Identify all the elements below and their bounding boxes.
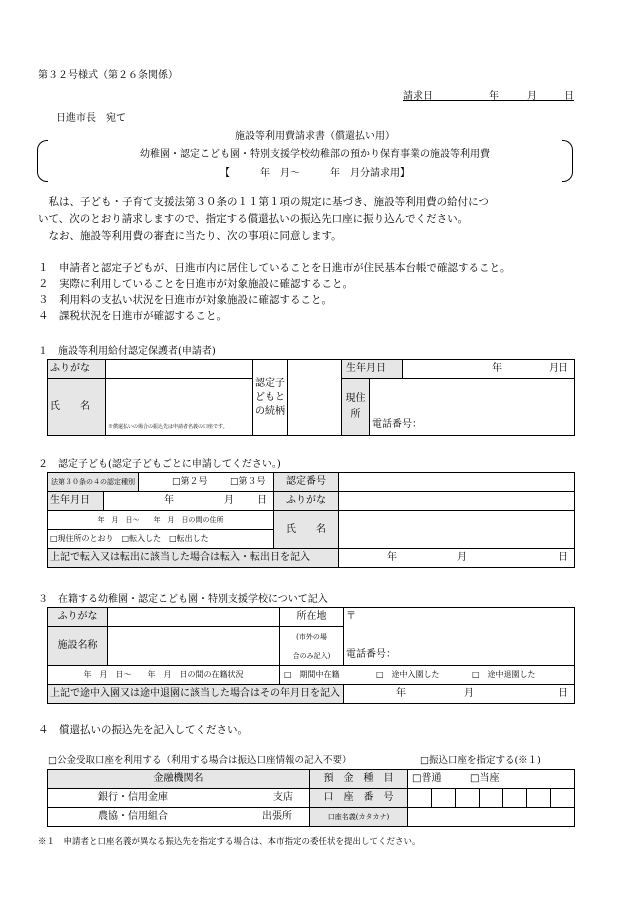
s1-name-input[interactable]	[106, 379, 253, 436]
section3-table	[47, 607, 575, 704]
s1-birthdate[interactable]	[342, 360, 574, 378]
s2-period-address: 年 月 日～ 年 月 日の間の住所	[48, 511, 274, 530]
section4-table	[47, 769, 575, 827]
s2-cert-no-label: 認定番号	[274, 473, 339, 492]
s4-current[interactable]: □当座	[470, 773, 500, 784]
s3-enroll-day: 日	[558, 688, 568, 699]
s3-location-input[interactable]	[344, 608, 575, 666]
title-line3: 【 年 月～ 年 月分請求用】	[220, 168, 410, 179]
addressee: 日進市長 宛て	[56, 113, 126, 124]
s1-furigana-label: ふりがな	[48, 360, 106, 379]
s2-furigana-input[interactable]	[339, 492, 575, 511]
request-date-year: 年	[489, 91, 499, 102]
intro-line3: なお、施設等利用費の審査に当たり、次の事項に同意します。	[38, 230, 342, 242]
section1-heading: １ 施設等利用給付認定保護者(申請者)	[38, 346, 216, 357]
consent-1: １ 申請者と認定子どもが、日進市内に居住していることを日進市が住民基本台帳で確認すること。	[38, 262, 511, 274]
consent-2: ２ 実際に利用していることを日進市が対象施設に確認すること。	[38, 278, 353, 290]
s4-account-no-input[interactable]	[408, 789, 574, 807]
s2-move-date[interactable]	[339, 549, 574, 567]
s4-deposit-type-label: 預 金 種 目	[310, 770, 408, 789]
form-number: 第３２号様式（第２６条関係）	[38, 70, 178, 81]
s1-name-label: 氏 名	[48, 379, 106, 436]
s3-outside-note2: 合のみ記入)	[280, 646, 344, 666]
s2-birthdate[interactable]	[104, 492, 273, 510]
s1-birth-year: 年	[492, 363, 502, 374]
intro-line2: いて、次のとおり請求しますので、指定する償還払いの振込先口座に振り込んでください。	[38, 213, 469, 225]
s4-bank-header: 金融機関名	[48, 770, 310, 789]
s2-move-day: 日	[558, 552, 568, 563]
s3-furigana-label: ふりがな	[48, 608, 108, 627]
s2-move-note: 上記で転入又は転出に該当した場合は転入・転出日を記入	[48, 549, 339, 568]
s2-birth-month: 月	[224, 495, 234, 506]
consent-4: ４ 課税状況を日進市が確認すること。	[38, 310, 227, 322]
s2-type3[interactable]: □第３号	[230, 477, 266, 487]
consent-3: ３ 利用料の支払い状況を日進市が対象施設に確認すること。	[38, 294, 332, 306]
s1-relation-label: 認定子どもとの続柄	[253, 360, 288, 436]
s4-account-no-label: 口 座 番 号	[310, 789, 408, 808]
request-date-month: 月	[527, 91, 537, 102]
s3-furigana-input[interactable]	[108, 608, 280, 627]
s4-bank-line2: 農協・信用組合	[98, 811, 168, 822]
s2-furigana-label: ふりがな	[274, 492, 339, 511]
request-date[interactable]	[403, 87, 574, 101]
s2-type2[interactable]: □第２号	[172, 477, 208, 487]
s1-birth-label: 生年月日	[342, 360, 403, 378]
intro-line1: 私は、子ども・子育て支援法第３０条の１１第１項の規定に基づき、施設等利用費の給付につ	[38, 196, 489, 208]
s4-deposit-type[interactable]	[408, 770, 574, 788]
s3-location-label: 所在地	[280, 608, 344, 627]
s3-facility-label: 施設名称	[48, 627, 108, 666]
s1-birth-month: 月	[549, 363, 559, 374]
title-line1: 施設等利用費請求書（償還払い用）	[235, 131, 395, 142]
section2-heading: ２ 認定子ども(認定子どもごとに申請してください。)	[38, 459, 281, 470]
s2-cert-type-label: 法第３０条の４の認定種別	[48, 473, 139, 491]
section2-table	[47, 472, 575, 568]
s2-name-label: 氏 名	[274, 511, 339, 549]
s3-enroll-month: 月	[464, 688, 474, 699]
section1-table	[47, 359, 575, 436]
s3-postal: 〒	[346, 611, 356, 622]
s1-address-input[interactable]	[370, 379, 575, 436]
s4-bank-row1[interactable]	[48, 789, 309, 807]
s2-cert-type[interactable]	[48, 473, 273, 491]
s4-opt-specify[interactable]: □振込口座を指定する(※１)	[420, 755, 541, 766]
s1-name-note: ※償還払いの場合の振込先は申請者名義の口座です。	[108, 424, 228, 430]
s4-account-name-input[interactable]	[408, 808, 575, 827]
s3-enroll-date[interactable]	[344, 685, 574, 703]
s2-name-input[interactable]	[339, 511, 575, 549]
s2-move-month: 月	[457, 552, 467, 563]
s4-branch: 支店	[273, 792, 293, 803]
s4-bank-line1: 銀行・信用金庫	[98, 792, 168, 803]
request-date-day: 日	[564, 91, 574, 102]
s1-furigana-input[interactable]	[106, 360, 253, 379]
s3-outside-note1: (市外の場	[280, 627, 344, 647]
s3-enroll-note: 上記で途中入園又は途中退園に該当した場合はその年月日を記入	[48, 685, 344, 704]
s3-opt1[interactable]: □ 期間中在籍	[284, 670, 340, 679]
section4-heading: ４ 償還払いの振込先を記入してください。	[38, 724, 248, 736]
s1-phone: 電話番号：	[372, 419, 422, 430]
s4-opt-public[interactable]: □公金受取口座を利用する（利用する場合は振込口座情報の記入不要）	[48, 755, 352, 766]
footnote: ※１ 申請者と口座名義が異なる振込先を指定する場合は、本市指定の委任状を提出してください。	[38, 837, 421, 847]
s1-birth-day: 日	[558, 363, 568, 374]
s2-move-year: 年	[387, 552, 397, 563]
s3-enroll-year: 年	[396, 688, 406, 699]
s3-opt3[interactable]: □ 途中退園した	[472, 670, 536, 679]
s2-birth-label: 生年月日	[48, 492, 104, 511]
s1-address-label: 現住所	[342, 379, 370, 436]
s4-office: 出張所	[262, 811, 292, 822]
s2-cert-no-input[interactable]	[339, 473, 575, 492]
s4-bank-row2[interactable]	[48, 808, 309, 826]
s1-relation-input[interactable]	[288, 360, 342, 436]
s2-addr-opts[interactable]: □現住所のとおり □転入した □転出した	[48, 530, 274, 549]
s2-birth-day: 日	[257, 495, 267, 506]
s4-account-name-label: 口座名義(カタカナ)	[310, 808, 408, 827]
s3-enroll-period: 年 月 日～ 年 月 日の間の在籍状況	[48, 666, 280, 685]
section3-heading: ３ 在籍する幼稚園・認定こども園・特別支援学校について記入	[38, 594, 328, 605]
s4-ordinary[interactable]: □普通	[412, 773, 442, 784]
title-line2: 幼稚園・認定こども園・特別支援学校幼稚部の預かり保育事業の施設等利用費	[140, 149, 490, 160]
s3-opt2[interactable]: □ 途中入園した	[376, 670, 440, 679]
s3-phone: 電話番号：	[346, 649, 396, 660]
s2-birth-year: 年	[164, 495, 174, 506]
request-date-label: 請求日	[403, 91, 433, 102]
s3-facility-input[interactable]	[108, 627, 280, 666]
s3-enroll-opts[interactable]	[280, 666, 574, 684]
